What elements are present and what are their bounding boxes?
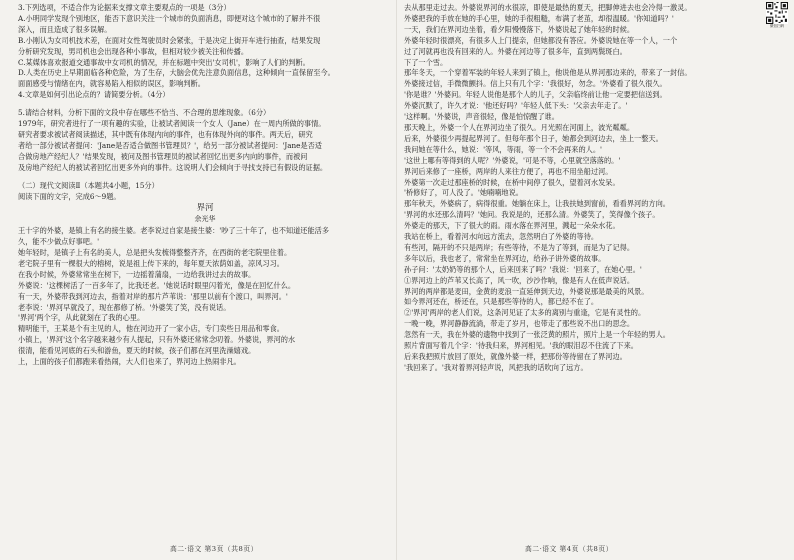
text-line: D.人类在历史上早期面临各种危险，为了生存，大脑会优先注意负面信息，这种倾向一直保留至今。 <box>18 68 335 78</box>
story-title: 界河 <box>196 203 214 214</box>
text-line: 下了一个雪。 <box>404 57 448 67</box>
text-line: '你是谁？'外婆问。年轻人说他是那个人的儿子，父亲临终前让他一定要把信送到。 <box>404 90 667 100</box>
text-line: ①界河边上的芦苇又长高了，风一吹，沙沙作响，像是有人在低声说话。 <box>404 275 635 285</box>
text-line: B.小刚认为女司机技术差，在面对女性驾驶员时会紧张，于是决定上街开车进行抽查，结果发现 <box>18 35 321 45</box>
right-page-column <box>404 3 766 535</box>
text-line: 那天晚上，外婆一个人在界河边坐了很久。月光照在河面上，波光粼粼。 <box>404 122 635 132</box>
story-author: 余光华 <box>194 215 216 224</box>
qr-code <box>766 2 788 30</box>
text-line: 我站在桥上，看着河水向远方流去，忽然明白了外婆的等待。 <box>404 232 599 242</box>
text-line: 外婆接过信，手微微颤抖。信上只有几个字：'我很好，勿念。'外婆看了很久很久。 <box>404 79 667 89</box>
text-line: '桥修好了，可人没了。'她喃喃地说。 <box>404 188 523 198</box>
footer-page-3: 高二·语文 第3页（共8页） <box>170 545 258 553</box>
text-line: 那年冬天，一个穿着军装的年轻人来到了镇上，他说他是从界河那边来的，带来了一封信。 <box>404 68 692 78</box>
text-line: 1979年，研究者进行了一项有趣的实验，让被试者阅读一个女人（Jane）在一周内所做的事情。 <box>18 119 326 129</box>
qr-caption: 微信扫码 <box>770 24 784 28</box>
text-line: C.某媒体喜欢报道交通事故中女司机的情况，并在标题中突出'女司机'，影响了人们的判断。 <box>18 57 310 67</box>
text-line: 后来，外婆很少再提起界河了。但每年那个日子，她都会到河边去，坐上一整天。 <box>404 133 663 143</box>
text-line: 那年秋天，外婆病了，病得很重。她躺在床上，让我扶她到窗前，看看界河的方向。 <box>404 199 670 209</box>
text-line: 她年轻时，是镇子上有名的美人，总是把头发梳得整整齐齐，在西街的老宅院里住着。 <box>18 248 292 258</box>
text-line: 面面感受与情绪在内，就容易陷入相似的误区，影响判断。 <box>18 79 205 89</box>
text-line: 外婆说：'这棵树活了一百多年了，比我还老。'她说话时眼里闪着光，像是在回忆什么。 <box>18 280 296 290</box>
footer-page-4: 高二·语文 第4页（共8页） <box>525 545 613 553</box>
text-line: '我回来了。'我对着界河轻声说，风把我的话吹向了远方。 <box>404 362 588 372</box>
text-line: '这世上哪有等得到的人呢？'外婆说，'可是不等，心里就空落落的。' <box>404 155 621 165</box>
text-line: A.小明同学发现个别地区，能否下意识关注一个城市的负面消息，即便对这个城市的了解并不很 <box>18 13 321 23</box>
text-line: 界河的两岸都是麦田，金黄的麦浪一直延伸到天边，外婆说那是最美的风景。 <box>404 286 649 296</box>
text-line: '界河'两个字，从此就刻在了我的心里。 <box>18 313 145 323</box>
text-line: 久，能不少做点好事吧。' <box>18 237 100 247</box>
text-line: 研究者要求被试者阅读描述，其中既有体现内向的事件，也有体现外向的事件。两天后，研究 <box>18 129 313 139</box>
text-line: 如今界河还在，桥还在，只是那些等待的人，都已经不在了。 <box>404 297 599 307</box>
left-page-column <box>18 3 392 535</box>
text-line: 一晚一晚，界河静静流淌，带走了岁月，也带走了那些说不出口的思念。 <box>404 319 635 329</box>
qr-code-icon <box>766 2 788 24</box>
text-line: 有些河，隔开的不只是两岸；有些等待，不是为了等到，而是为了记得。 <box>404 242 635 252</box>
text-line: '界河的水还那么清吗？'她问。我说是的，还那么清。外婆笑了，笑得像个孩子。 <box>404 210 660 220</box>
text-line: 有一天，外婆带我到河边去，指着对岸的那片芦苇说：'那里以前有个渡口，叫界河。' <box>18 291 288 301</box>
text-line: '这样啊。'外婆说，声音很轻，像是怕惊醒了谁。 <box>404 112 559 122</box>
text-line: 去从那里走过去。外婆说界河的水很凉，即使是最热的夏天，把脚伸进去也会冷得一激灵。 <box>404 3 692 12</box>
text-line: （二）现代文阅读Ⅱ（本题共4小题，15分） <box>18 180 159 190</box>
text-line: 阅读下面的文字，完成6～9题。 <box>18 191 121 201</box>
text-line: 深入，而且造成了很多误解。 <box>18 24 112 34</box>
text-line: 小镇上，'界河'这个名字越来越少有人提起，只有外婆还常常念叨着。外婆说，界河的水 <box>18 335 296 345</box>
text-line: 分析研究发现，男司机也会出现各种小事故，但相对较少被关注和传播。 <box>18 46 249 56</box>
text-line: 外婆把我的手放在她的手心里，她的手很粗糙，布满了老茧，却很温暖。'你知道吗？' <box>404 13 674 23</box>
text-line: 者给一部分被试者提问：'Jane是否适合做图书管理员？'，给另一部分被试者提问：'Jane是否适 <box>18 140 322 150</box>
text-line: 后来我把照片放回了原处，就像外婆一样，把那份等待留在了界河边。 <box>404 352 627 361</box>
text-line: 孙子问：'太奶奶等的那个人，后来回来了吗？'我说：'回来了，在她心里。' <box>404 264 642 274</box>
blank-line <box>18 101 392 108</box>
text-line: 外婆走的那天，下了很大的雨。雨水落在界河里，溅起一朵朵水花。 <box>404 221 620 231</box>
text-line: 很清，能看见河底的石头和游鱼，夏天的时候，孩子们都在河里洗澡嬉戏。 <box>18 346 256 356</box>
blank-line <box>18 174 392 181</box>
text-line: 精明能干，王某是个有主见的人，他在河边开了一家小店，专门卖些日用品和零食。 <box>18 324 284 334</box>
text-line: 王十字的外婆，是镇上有名的接生婆。老李说过自家是接生婆：'吵了三十年了，也不知道还能活多 <box>18 226 330 236</box>
page-divider <box>396 0 397 560</box>
text-line: 老宅院子里有一棵很大的榕树，说是祖上传下来的，每年夏天浓荫如盖，凉风习习。 <box>18 258 284 268</box>
text-line: 忽然有一天，我在外婆的遗物中找到了一张泛黄的照片，照片上是一个年轻的男人。 <box>404 330 670 340</box>
text-line: 界河后来修了一座桥，两岸的人来往方便了，再也不用坐船过河。 <box>404 166 613 176</box>
text-line: 外婆年轻时很漂亮，有很多人上门提亲，但她都没有答应。外婆说她在等一个人，一个 <box>404 35 678 45</box>
text-line: 及房地产经纪人的被试者回忆出更多外向的事件。这说明人们会倾向于寻找支持已有假设的证据。 <box>18 162 328 172</box>
text-line: 外婆沉默了，许久才说：'他还好吗？'年轻人低下头：'父亲去年走了。' <box>404 101 628 111</box>
text-line: ②'界河'两岸的老人们说，这条河见证了太多的离别与重逢，它是有灵性的。 <box>404 308 646 318</box>
text-line: 外婆第一次走过那座桥的时候，在桥中间停了很久，望着河水发呆。 <box>404 177 620 187</box>
text-line: 5.请结合材料，分析下面的文段中存在哪些不恰当、不合理的思维现象。（6分） <box>18 108 271 118</box>
text-line: 上，上面的孩子们都跑来看热闹，大人们也来了，界河边上热闹非凡。 <box>18 357 241 367</box>
text-line: 4.文章是如何引出论点的？请简要分析。（4分） <box>18 90 170 100</box>
text-line: 过了河就再也没有回来的人。外婆在河边等了很多年，直到两鬓斑白。 <box>404 46 627 56</box>
text-line: 老李说：'界河早就没了，现在都修了桥。'外婆笑了笑，没有说话。 <box>18 302 231 312</box>
text-line: 照片背面写着几个字：'待我归来，界河相见。'我的眼泪忍不住流了下来。 <box>404 341 638 351</box>
text-line: 多年以后，我也老了，常常坐在界河边，给孙子讲外婆的故事。 <box>404 253 606 263</box>
text-line: 一天，我们在界河边坐着，看夕阳慢慢落下，外婆说起了她年轻的时候。 <box>404 24 635 34</box>
text-line: 3.下列选项，不适合作为论据来支撑文章主要观点的一项是（3分） <box>18 3 231 12</box>
text-line: 我问她在等什么，她说：'等风，等雨，等一个不会再来的人。' <box>404 144 603 154</box>
text-line: 合做房地产经纪人？'结果发现，被问及图书管理员的被试者回忆出更多内向的事件，而被问 <box>18 151 308 161</box>
text-line: 在我小时候，外婆常常坐在树下，一边摇着蒲扇，一边给我讲过去的故事。 <box>18 269 256 279</box>
